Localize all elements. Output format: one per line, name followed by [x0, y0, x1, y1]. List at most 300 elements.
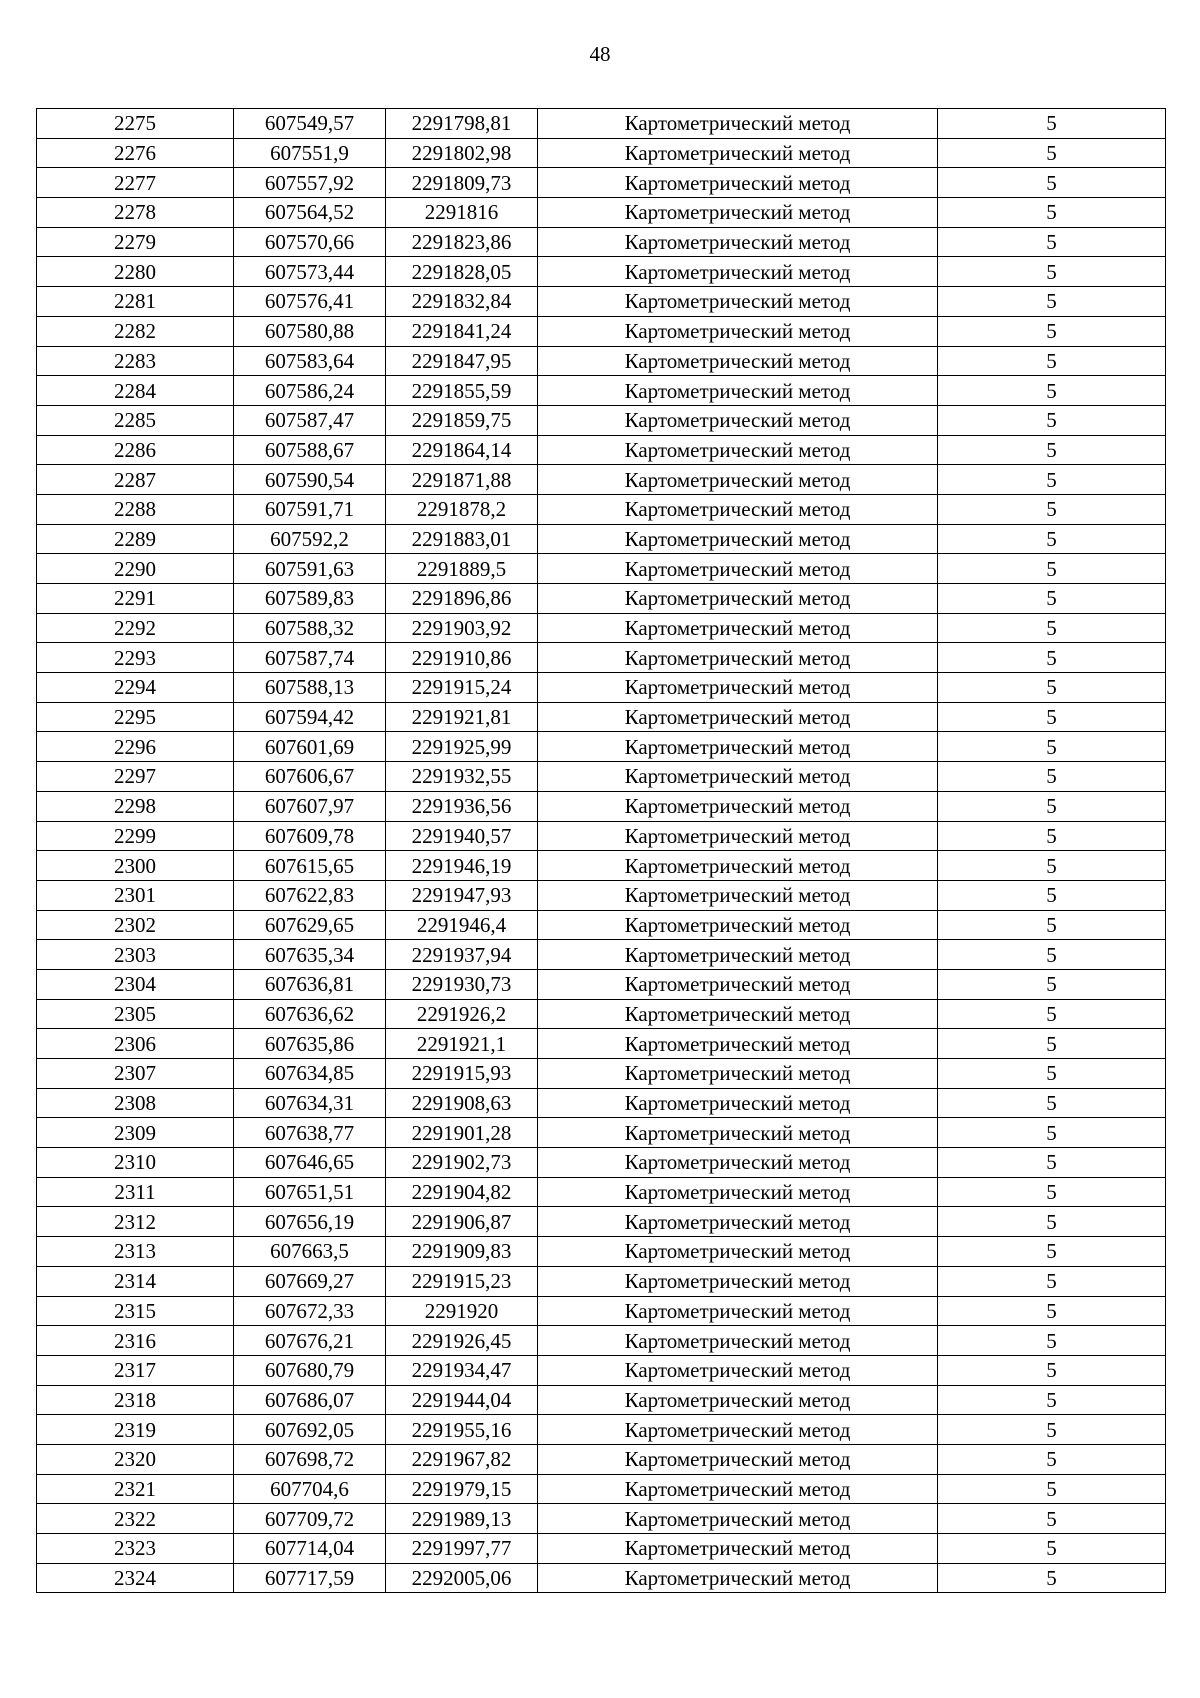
- x-coordinate-cell: 607622,83: [234, 880, 386, 910]
- table-row: [37, 257, 1166, 287]
- table-row: [37, 1118, 1166, 1148]
- point-number-cell: 2281: [37, 287, 234, 317]
- table-row: [37, 1474, 1166, 1504]
- table-row: [37, 791, 1166, 821]
- y-coordinate-cell: 2291936,56: [386, 791, 538, 821]
- table-row: [37, 673, 1166, 703]
- point-number-cell: 2323: [37, 1534, 234, 1564]
- precision-cell: 5: [938, 1266, 1166, 1296]
- x-coordinate-cell: 607587,74: [234, 643, 386, 673]
- table-row: [37, 584, 1166, 614]
- method-cell: Картометрический метод: [538, 168, 938, 198]
- precision-cell: 5: [938, 138, 1166, 168]
- precision-cell: 5: [938, 643, 1166, 673]
- precision-cell: 5: [938, 851, 1166, 881]
- method-cell: Картометрический метод: [538, 969, 938, 999]
- y-coordinate-cell: 2291902,73: [386, 1148, 538, 1178]
- y-coordinate-cell: 2291841,24: [386, 316, 538, 346]
- table-row: [37, 435, 1166, 465]
- y-coordinate-cell: 2291904,82: [386, 1177, 538, 1207]
- method-cell: Картометрический метод: [538, 762, 938, 792]
- precision-cell: 5: [938, 1534, 1166, 1564]
- y-coordinate-cell: 2291855,59: [386, 376, 538, 406]
- y-coordinate-cell: 2291889,5: [386, 554, 538, 584]
- x-coordinate-cell: 607717,59: [234, 1563, 386, 1593]
- point-number-cell: 2320: [37, 1444, 234, 1474]
- table-row: [37, 316, 1166, 346]
- x-coordinate-cell: 607634,85: [234, 1059, 386, 1089]
- method-cell: Картометрический метод: [538, 880, 938, 910]
- point-number-cell: 2321: [37, 1474, 234, 1504]
- y-coordinate-cell: 2291930,73: [386, 969, 538, 999]
- point-number-cell: 2322: [37, 1504, 234, 1534]
- method-cell: Картометрический метод: [538, 643, 938, 673]
- y-coordinate-cell: 2291823,86: [386, 227, 538, 257]
- y-coordinate-cell: 2291946,19: [386, 851, 538, 881]
- y-coordinate-cell: 2291940,57: [386, 821, 538, 851]
- point-number-cell: 2310: [37, 1148, 234, 1178]
- y-coordinate-cell: 2291926,45: [386, 1326, 538, 1356]
- precision-cell: 5: [938, 1148, 1166, 1178]
- point-number-cell: 2299: [37, 821, 234, 851]
- method-cell: Картометрический метод: [538, 1326, 938, 1356]
- table-row: [37, 880, 1166, 910]
- y-coordinate-cell: 2291832,84: [386, 287, 538, 317]
- point-number-cell: 2312: [37, 1207, 234, 1237]
- precision-cell: 5: [938, 880, 1166, 910]
- precision-cell: 5: [938, 613, 1166, 643]
- method-cell: Картометрический метод: [538, 1355, 938, 1385]
- y-coordinate-cell: 2291926,2: [386, 999, 538, 1029]
- table-row: [37, 138, 1166, 168]
- x-coordinate-cell: 607573,44: [234, 257, 386, 287]
- y-coordinate-cell: 2291997,77: [386, 1534, 538, 1564]
- x-coordinate-cell: 607588,13: [234, 673, 386, 703]
- y-coordinate-cell: 2291883,01: [386, 524, 538, 554]
- method-cell: Картометрический метод: [538, 1385, 938, 1415]
- point-number-cell: 2289: [37, 524, 234, 554]
- y-coordinate-cell: 2291798,81: [386, 109, 538, 139]
- method-cell: Картометрический метод: [538, 1059, 938, 1089]
- precision-cell: 5: [938, 494, 1166, 524]
- x-coordinate-cell: 607709,72: [234, 1504, 386, 1534]
- method-cell: Картометрический метод: [538, 1088, 938, 1118]
- precision-cell: 5: [938, 732, 1166, 762]
- y-coordinate-cell: 2291955,16: [386, 1415, 538, 1445]
- precision-cell: 5: [938, 465, 1166, 495]
- table-row: [37, 1355, 1166, 1385]
- method-cell: Картометрический метод: [538, 465, 938, 495]
- point-number-cell: 2294: [37, 673, 234, 703]
- method-cell: Картометрический метод: [538, 1177, 938, 1207]
- point-number-cell: 2318: [37, 1385, 234, 1415]
- table-row: [37, 1534, 1166, 1564]
- y-coordinate-cell: 2291915,93: [386, 1059, 538, 1089]
- method-cell: Картометрический метод: [538, 287, 938, 317]
- method-cell: Картометрический метод: [538, 613, 938, 643]
- point-number-cell: 2298: [37, 791, 234, 821]
- method-cell: Картометрический метод: [538, 1534, 938, 1564]
- y-coordinate-cell: 2291859,75: [386, 405, 538, 435]
- y-coordinate-cell: 2291906,87: [386, 1207, 538, 1237]
- method-cell: Картометрический метод: [538, 1237, 938, 1267]
- point-number-cell: 2306: [37, 1029, 234, 1059]
- x-coordinate-cell: 607594,42: [234, 702, 386, 732]
- x-coordinate-cell: 607704,6: [234, 1474, 386, 1504]
- y-coordinate-cell: 2291932,55: [386, 762, 538, 792]
- y-coordinate-cell: 2291828,05: [386, 257, 538, 287]
- method-cell: Картометрический метод: [538, 1444, 938, 1474]
- table-row: [37, 287, 1166, 317]
- x-coordinate-cell: 607549,57: [234, 109, 386, 139]
- table-row: [37, 168, 1166, 198]
- method-cell: Картометрический метод: [538, 198, 938, 228]
- table-row: [37, 1237, 1166, 1267]
- method-cell: Картометрический метод: [538, 435, 938, 465]
- point-number-cell: 2313: [37, 1237, 234, 1267]
- point-number-cell: 2287: [37, 465, 234, 495]
- point-number-cell: 2315: [37, 1296, 234, 1326]
- x-coordinate-cell: 607588,32: [234, 613, 386, 643]
- x-coordinate-cell: 607651,51: [234, 1177, 386, 1207]
- table-row: [37, 1059, 1166, 1089]
- point-number-cell: 2284: [37, 376, 234, 406]
- table-row: [37, 524, 1166, 554]
- point-number-cell: 2285: [37, 405, 234, 435]
- table-row: [37, 1088, 1166, 1118]
- method-cell: Картометрический метод: [538, 316, 938, 346]
- y-coordinate-cell: 2291909,83: [386, 1237, 538, 1267]
- precision-cell: 5: [938, 910, 1166, 940]
- method-cell: Картометрический метод: [538, 1474, 938, 1504]
- y-coordinate-cell: 2291989,13: [386, 1504, 538, 1534]
- x-coordinate-cell: 607592,2: [234, 524, 386, 554]
- x-coordinate-cell: 607638,77: [234, 1118, 386, 1148]
- precision-cell: 5: [938, 791, 1166, 821]
- precision-cell: 5: [938, 227, 1166, 257]
- precision-cell: 5: [938, 1088, 1166, 1118]
- x-coordinate-cell: 607656,19: [234, 1207, 386, 1237]
- point-number-cell: 2282: [37, 316, 234, 346]
- precision-cell: 5: [938, 1444, 1166, 1474]
- method-cell: Картометрический метод: [538, 257, 938, 287]
- x-coordinate-cell: 607580,88: [234, 316, 386, 346]
- table-row: [37, 465, 1166, 495]
- y-coordinate-cell: 2291934,47: [386, 1355, 538, 1385]
- precision-cell: 5: [938, 1029, 1166, 1059]
- coordinates-table: [36, 108, 1166, 1593]
- table-row: [37, 910, 1166, 940]
- precision-cell: 5: [938, 1059, 1166, 1089]
- point-number-cell: 2277: [37, 168, 234, 198]
- y-coordinate-cell: 2291915,23: [386, 1266, 538, 1296]
- precision-cell: 5: [938, 1207, 1166, 1237]
- x-coordinate-cell: 607570,66: [234, 227, 386, 257]
- point-number-cell: 2275: [37, 109, 234, 139]
- x-coordinate-cell: 607551,9: [234, 138, 386, 168]
- table-row: [37, 1504, 1166, 1534]
- point-number-cell: 2283: [37, 346, 234, 376]
- precision-cell: 5: [938, 1296, 1166, 1326]
- point-number-cell: 2278: [37, 198, 234, 228]
- precision-cell: 5: [938, 257, 1166, 287]
- table-row: [37, 1563, 1166, 1593]
- point-number-cell: 2292: [37, 613, 234, 643]
- point-number-cell: 2309: [37, 1118, 234, 1148]
- table-row: [37, 1444, 1166, 1474]
- precision-cell: 5: [938, 762, 1166, 792]
- precision-cell: 5: [938, 524, 1166, 554]
- precision-cell: 5: [938, 1415, 1166, 1445]
- method-cell: Картометрический метод: [538, 1504, 938, 1534]
- x-coordinate-cell: 607557,92: [234, 168, 386, 198]
- point-number-cell: 2300: [37, 851, 234, 881]
- table-row: [37, 198, 1166, 228]
- y-coordinate-cell: 2291908,63: [386, 1088, 538, 1118]
- y-coordinate-cell: 2291979,15: [386, 1474, 538, 1504]
- x-coordinate-cell: 607615,65: [234, 851, 386, 881]
- table-row: [37, 702, 1166, 732]
- y-coordinate-cell: 2291896,86: [386, 584, 538, 614]
- y-coordinate-cell: 2291864,14: [386, 435, 538, 465]
- precision-cell: 5: [938, 1474, 1166, 1504]
- page-number: 48: [589, 42, 611, 66]
- x-coordinate-cell: 607609,78: [234, 821, 386, 851]
- x-coordinate-cell: 607586,24: [234, 376, 386, 406]
- y-coordinate-cell: 2291915,24: [386, 673, 538, 703]
- method-cell: Картометрический метод: [538, 732, 938, 762]
- y-coordinate-cell: 2291802,98: [386, 138, 538, 168]
- table-row: [37, 405, 1166, 435]
- method-cell: Картометрический метод: [538, 138, 938, 168]
- method-cell: Картометрический метод: [538, 1266, 938, 1296]
- table-row: [37, 762, 1166, 792]
- x-coordinate-cell: 607672,33: [234, 1296, 386, 1326]
- precision-cell: 5: [938, 999, 1166, 1029]
- method-cell: Картометрический метод: [538, 405, 938, 435]
- x-coordinate-cell: 607588,67: [234, 435, 386, 465]
- precision-cell: 5: [938, 198, 1166, 228]
- table-row: [37, 376, 1166, 406]
- x-coordinate-cell: 607601,69: [234, 732, 386, 762]
- precision-cell: 5: [938, 1563, 1166, 1593]
- precision-cell: 5: [938, 1237, 1166, 1267]
- method-cell: Картометрический метод: [538, 1296, 938, 1326]
- x-coordinate-cell: 607714,04: [234, 1534, 386, 1564]
- x-coordinate-cell: 607589,83: [234, 584, 386, 614]
- y-coordinate-cell: 2291903,92: [386, 613, 538, 643]
- table-row: [37, 1415, 1166, 1445]
- precision-cell: 5: [938, 1326, 1166, 1356]
- x-coordinate-cell: 607629,65: [234, 910, 386, 940]
- point-number-cell: 2302: [37, 910, 234, 940]
- coordinates-table-body: [37, 109, 1166, 1593]
- precision-cell: 5: [938, 1177, 1166, 1207]
- x-coordinate-cell: 607606,67: [234, 762, 386, 792]
- table-row: [37, 969, 1166, 999]
- table-row: [37, 851, 1166, 881]
- table-row: [37, 1326, 1166, 1356]
- precision-cell: 5: [938, 702, 1166, 732]
- x-coordinate-cell: 607576,41: [234, 287, 386, 317]
- point-number-cell: 2290: [37, 554, 234, 584]
- table-row: [37, 821, 1166, 851]
- table-row: [37, 494, 1166, 524]
- point-number-cell: 2317: [37, 1355, 234, 1385]
- point-number-cell: 2280: [37, 257, 234, 287]
- table-row: [37, 613, 1166, 643]
- precision-cell: 5: [938, 673, 1166, 703]
- x-coordinate-cell: 607680,79: [234, 1355, 386, 1385]
- method-cell: Картометрический метод: [538, 940, 938, 970]
- x-coordinate-cell: 607686,07: [234, 1385, 386, 1415]
- point-number-cell: 2307: [37, 1059, 234, 1089]
- precision-cell: 5: [938, 287, 1166, 317]
- method-cell: Картометрический метод: [538, 524, 938, 554]
- precision-cell: 5: [938, 821, 1166, 851]
- y-coordinate-cell: 2291871,88: [386, 465, 538, 495]
- x-coordinate-cell: 607635,34: [234, 940, 386, 970]
- point-number-cell: 2279: [37, 227, 234, 257]
- table-row: [37, 1029, 1166, 1059]
- precision-cell: 5: [938, 1355, 1166, 1385]
- point-number-cell: 2286: [37, 435, 234, 465]
- method-cell: Картометрический метод: [538, 227, 938, 257]
- precision-cell: 5: [938, 1504, 1166, 1534]
- point-number-cell: 2303: [37, 940, 234, 970]
- point-number-cell: 2293: [37, 643, 234, 673]
- table-row: [37, 732, 1166, 762]
- x-coordinate-cell: 607636,62: [234, 999, 386, 1029]
- point-number-cell: 2295: [37, 702, 234, 732]
- precision-cell: 5: [938, 316, 1166, 346]
- x-coordinate-cell: 607636,81: [234, 969, 386, 999]
- point-number-cell: 2276: [37, 138, 234, 168]
- y-coordinate-cell: 2291910,86: [386, 643, 538, 673]
- point-number-cell: 2308: [37, 1088, 234, 1118]
- method-cell: Картометрический метод: [538, 554, 938, 584]
- table-row: [37, 227, 1166, 257]
- x-coordinate-cell: 607698,72: [234, 1444, 386, 1474]
- precision-cell: 5: [938, 1385, 1166, 1415]
- x-coordinate-cell: 607669,27: [234, 1266, 386, 1296]
- point-number-cell: 2319: [37, 1415, 234, 1445]
- table-row: [37, 1177, 1166, 1207]
- method-cell: Картометрический метод: [538, 910, 938, 940]
- x-coordinate-cell: 607663,5: [234, 1237, 386, 1267]
- point-number-cell: 2297: [37, 762, 234, 792]
- method-cell: Картометрический метод: [538, 673, 938, 703]
- method-cell: Картометрический метод: [538, 791, 938, 821]
- table-row: [37, 346, 1166, 376]
- precision-cell: 5: [938, 940, 1166, 970]
- table-row: [37, 999, 1166, 1029]
- x-coordinate-cell: 607583,64: [234, 346, 386, 376]
- x-coordinate-cell: 607591,63: [234, 554, 386, 584]
- method-cell: Картометрический метод: [538, 1563, 938, 1593]
- y-coordinate-cell: 2291946,4: [386, 910, 538, 940]
- table-row: [37, 1296, 1166, 1326]
- y-coordinate-cell: 2291947,93: [386, 880, 538, 910]
- method-cell: Картометрический метод: [538, 346, 938, 376]
- y-coordinate-cell: 2291925,99: [386, 732, 538, 762]
- method-cell: Картометрический метод: [538, 109, 938, 139]
- precision-cell: 5: [938, 969, 1166, 999]
- x-coordinate-cell: 607587,47: [234, 405, 386, 435]
- precision-cell: 5: [938, 405, 1166, 435]
- method-cell: Картометрический метод: [538, 494, 938, 524]
- precision-cell: 5: [938, 584, 1166, 614]
- point-number-cell: 2324: [37, 1563, 234, 1593]
- y-coordinate-cell: 2291901,28: [386, 1118, 538, 1148]
- point-number-cell: 2305: [37, 999, 234, 1029]
- y-coordinate-cell: 2291921,1: [386, 1029, 538, 1059]
- x-coordinate-cell: 607635,86: [234, 1029, 386, 1059]
- y-coordinate-cell: 2291967,82: [386, 1444, 538, 1474]
- y-coordinate-cell: 2291809,73: [386, 168, 538, 198]
- table-row: [37, 109, 1166, 139]
- precision-cell: 5: [938, 346, 1166, 376]
- method-cell: Картометрический метод: [538, 702, 938, 732]
- point-number-cell: 2291: [37, 584, 234, 614]
- precision-cell: 5: [938, 109, 1166, 139]
- method-cell: Картометрический метод: [538, 1415, 938, 1445]
- table-row: [37, 643, 1166, 673]
- point-number-cell: 2314: [37, 1266, 234, 1296]
- method-cell: Картометрический метод: [538, 1118, 938, 1148]
- point-number-cell: 2301: [37, 880, 234, 910]
- precision-cell: 5: [938, 435, 1166, 465]
- x-coordinate-cell: 607692,05: [234, 1415, 386, 1445]
- table-row: [37, 554, 1166, 584]
- y-coordinate-cell: 2291921,81: [386, 702, 538, 732]
- point-number-cell: 2304: [37, 969, 234, 999]
- method-cell: Картометрический метод: [538, 999, 938, 1029]
- precision-cell: 5: [938, 1118, 1166, 1148]
- precision-cell: 5: [938, 168, 1166, 198]
- precision-cell: 5: [938, 376, 1166, 406]
- y-coordinate-cell: 2291944,04: [386, 1385, 538, 1415]
- x-coordinate-cell: 607646,65: [234, 1148, 386, 1178]
- method-cell: Картометрический метод: [538, 376, 938, 406]
- x-coordinate-cell: 607591,71: [234, 494, 386, 524]
- y-coordinate-cell: 2291878,2: [386, 494, 538, 524]
- y-coordinate-cell: 2291816: [386, 198, 538, 228]
- method-cell: Картометрический метод: [538, 584, 938, 614]
- table-row: [37, 1207, 1166, 1237]
- method-cell: Картометрический метод: [538, 821, 938, 851]
- point-number-cell: 2311: [37, 1177, 234, 1207]
- table-row: [37, 1266, 1166, 1296]
- table-row: [37, 1385, 1166, 1415]
- y-coordinate-cell: 2291847,95: [386, 346, 538, 376]
- method-cell: Картометрический метод: [538, 851, 938, 881]
- method-cell: Картометрический метод: [538, 1029, 938, 1059]
- x-coordinate-cell: 607607,97: [234, 791, 386, 821]
- point-number-cell: 2288: [37, 494, 234, 524]
- point-number-cell: 2316: [37, 1326, 234, 1356]
- point-number-cell: 2296: [37, 732, 234, 762]
- y-coordinate-cell: 2291920: [386, 1296, 538, 1326]
- method-cell: Картометрический метод: [538, 1148, 938, 1178]
- table-row: [37, 1148, 1166, 1178]
- precision-cell: 5: [938, 554, 1166, 584]
- method-cell: Картометрический метод: [538, 1207, 938, 1237]
- y-coordinate-cell: 2292005,06: [386, 1563, 538, 1593]
- table-row: [37, 940, 1166, 970]
- x-coordinate-cell: 607634,31: [234, 1088, 386, 1118]
- y-coordinate-cell: 2291937,94: [386, 940, 538, 970]
